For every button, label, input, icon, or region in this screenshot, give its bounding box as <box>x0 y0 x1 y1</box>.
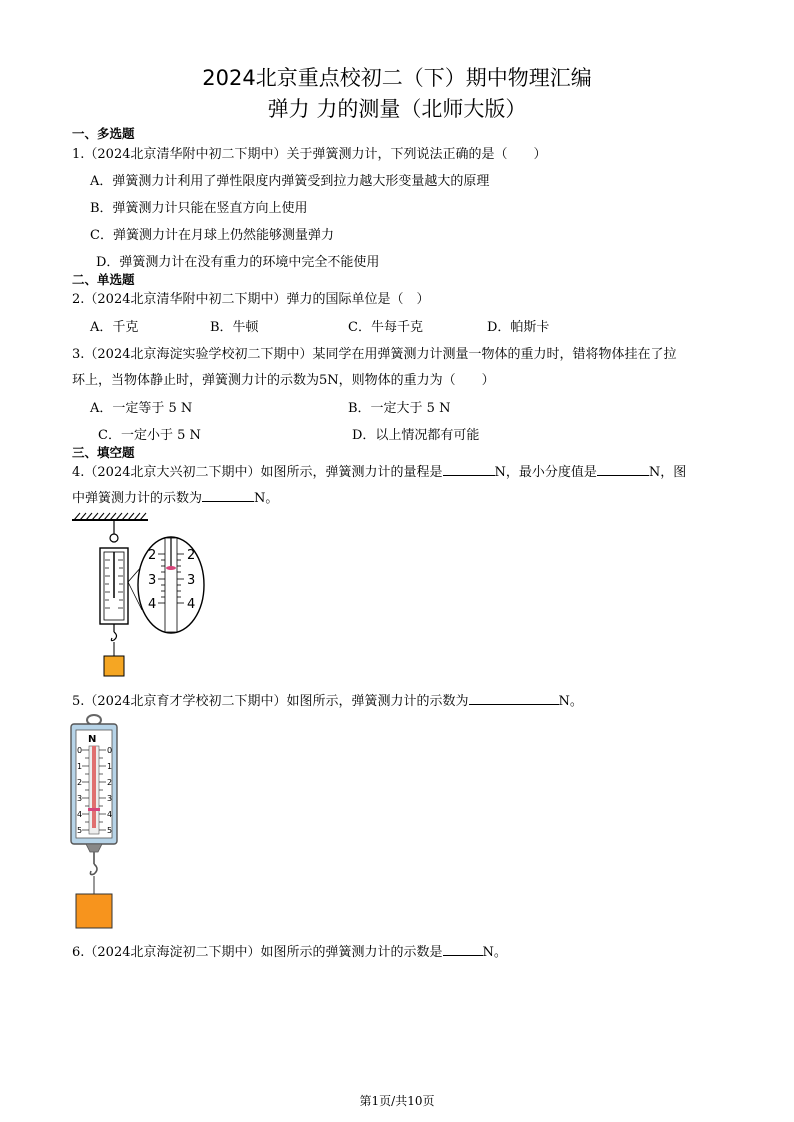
q4-text-2: N，最小分度值是 <box>494 465 597 480</box>
q4-label-3-left: 3 <box>148 573 157 588</box>
q4-blank-range[interactable] <box>443 463 495 476</box>
q2-option-a: A．千克 <box>90 320 139 335</box>
q1-option-c: C．弹簧测力计在月球上仍然能够测量弹力 <box>90 228 334 243</box>
q3-option-b: B．一定大于 5 N <box>348 401 451 416</box>
q5-label-4-l: 4 <box>77 810 83 819</box>
q4-label-2-right: 2 <box>187 548 196 563</box>
q4-blank-reading[interactable] <box>202 489 254 502</box>
q5-label-3-l: 3 <box>77 794 83 803</box>
q4-spring-scale-figure <box>68 510 218 682</box>
q3-option-d: D．以上情况都有可能 <box>352 428 480 443</box>
q5-stem <box>72 690 583 709</box>
q6-stem <box>72 941 507 960</box>
q5-unit-label: N <box>88 734 97 745</box>
section-multi: 一、多选题 <box>72 126 135 141</box>
q4-weight-block <box>104 656 124 676</box>
q1-stem: 1.（2024北京清华附中初二下期中）关于弹簧测力计，下列说法正确的是（ ） <box>72 147 547 162</box>
doc-title: 2024北京重点校初二（下）期中物理汇编 <box>202 66 592 90</box>
q5-label-1-r: 1 <box>107 762 113 771</box>
q5-text-2: N。 <box>558 694 583 709</box>
doc-subtitle: 弹力 力的测量（北师大版） <box>267 97 527 121</box>
q5-label-3-r: 3 <box>107 794 113 803</box>
q4-text-5: N。 <box>254 491 279 506</box>
q5-label-2-r: 2 <box>107 778 113 787</box>
q3-option-a: A．一定等于 5 N <box>90 401 193 416</box>
q5-label-2-l: 2 <box>77 778 83 787</box>
q5-label-5-l: 5 <box>77 826 83 835</box>
q4-text-3: N，图 <box>648 465 687 480</box>
q5-weight-block <box>76 894 112 928</box>
q5-label-0-r: 0 <box>107 746 113 755</box>
q4-stem-line1 <box>72 461 686 480</box>
q4-text-4: 中弹簧测力计的示数为 <box>72 491 203 506</box>
q5-spring-scale-figure <box>68 714 120 930</box>
q3-stem-line2: 环上，当物体静止时，弹簧测力计的示数为5N，则物体的重力为（ ） <box>72 373 495 388</box>
q4-label-2-left: 2 <box>148 548 157 563</box>
q4-stem-line2 <box>72 487 278 506</box>
page-footer: 第1页/共10页 <box>359 1094 435 1108</box>
q5-indicator <box>88 808 100 811</box>
q2-option-c: C．牛每千克 <box>348 320 423 335</box>
q2-option-b: B．牛顿 <box>210 320 259 335</box>
q3-option-c: C．一定小于 5 N <box>98 428 201 443</box>
q5-label-5-r: 5 <box>107 826 113 835</box>
q4-blank-division[interactable] <box>597 463 649 476</box>
q5-label-0-l: 0 <box>77 746 83 755</box>
q2-stem: 2.（2024北京清华附中初二下期中）弹力的国际单位是（ ） <box>72 292 430 307</box>
q6-text-1: 6.（2024北京海淀初二下期中）如图所示的弹簧测力计的示数是 <box>72 945 443 960</box>
q4-label-3-right: 3 <box>187 573 196 588</box>
q5-label-1-l: 1 <box>77 762 83 771</box>
q1-option-b: B．弹簧测力计只能在竖直方向上使用 <box>90 201 308 216</box>
q4-label-4-left: 4 <box>148 597 157 612</box>
q1-option-a: A．弹簧测力计利用了弹性限度内弹簧受到拉力越大形变量越大的原理 <box>90 174 490 189</box>
q5-text-1: 5.（2024北京育才学校初二下期中）如图所示，弹簧测力计的示数为 <box>72 694 469 709</box>
q6-blank-reading[interactable] <box>443 943 483 956</box>
q4-text-1: 4.（2024北京大兴初二下期中）如图所示，弹簧测力计的量程是 <box>72 465 443 480</box>
section-fill: 三、填空题 <box>72 445 135 460</box>
q2-option-d: D．帕斯卡 <box>487 320 550 335</box>
q6-text-2: N。 <box>482 945 507 960</box>
q1-option-d: D．弹簧测力计在没有重力的环境中完全不能使用 <box>96 255 380 270</box>
q3-stem-line1: 3.（2024北京海淀实验学校初二下期中）某同学在用弹簧测力计测量一物体的重力时，错将物体挂在了拉 <box>72 347 677 362</box>
q5-label-4-r: 4 <box>107 810 113 819</box>
q4-label-4-right: 4 <box>187 597 196 612</box>
q4-indicator <box>166 566 176 570</box>
section-single: 二、单选题 <box>72 272 135 287</box>
q5-blank-reading[interactable] <box>469 692 559 705</box>
